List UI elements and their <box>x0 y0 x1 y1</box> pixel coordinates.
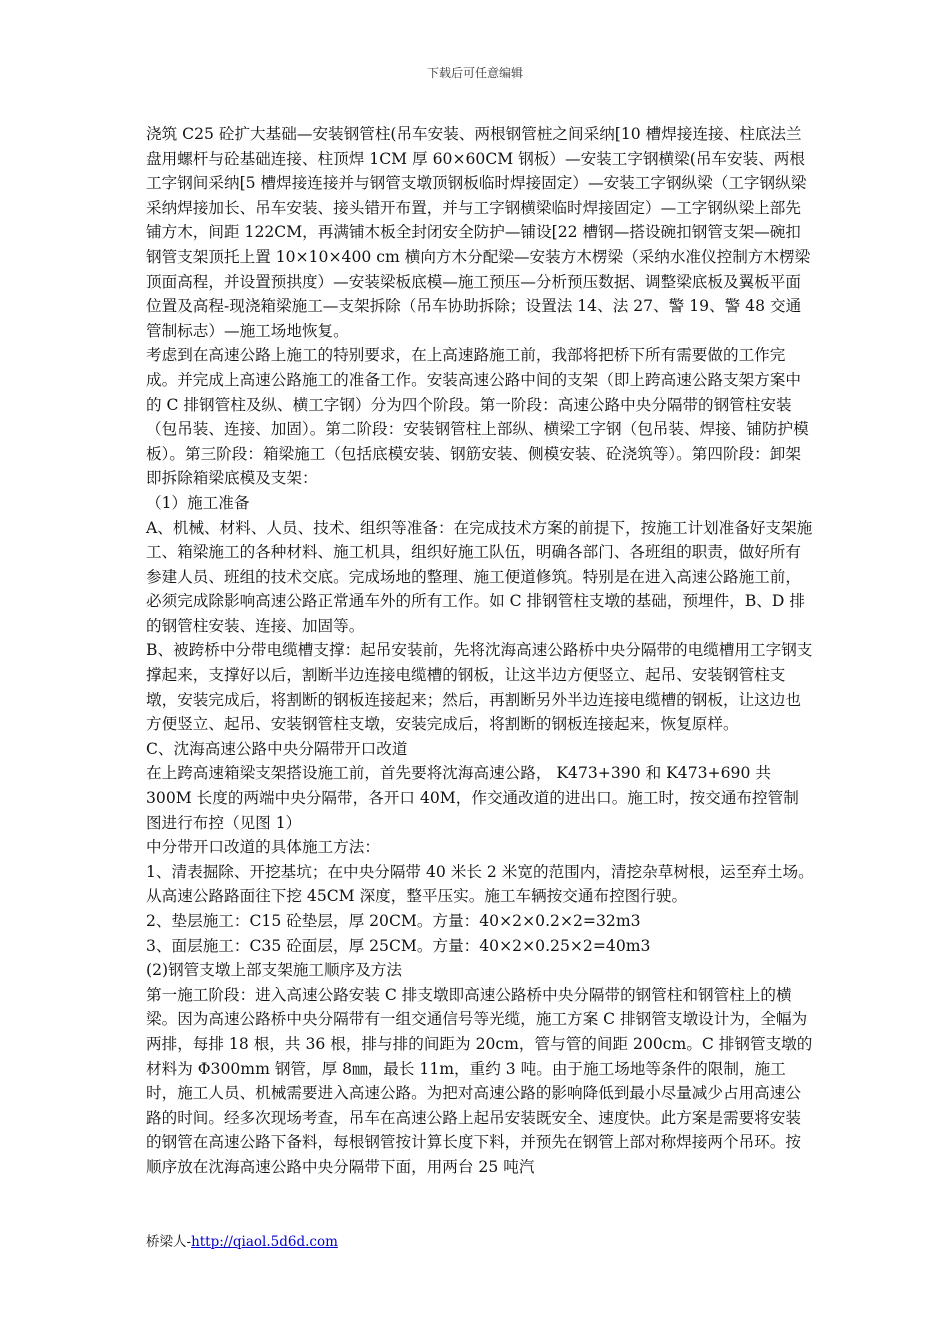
footer-label: 桥梁人- <box>146 1234 192 1250</box>
paragraph-stages-overview: 考虑到在高速公路上施工的特别要求，在上高速路施工前，我部将把桥下所有需要做的工作完成。并完成上高速公路施工的准备工作。安装高速公路中间的支架（即上跨高速公路支架方案中的 C 排钢管柱及纵、横工字钢）分为四个阶段。第一阶段：高速公路中央分隔带的钢管柱安装（包吊装、连接、加固）。第二阶段：安装钢管柱上部纵、横梁工字钢（包吊装、焊接、铺防护模板）。第三阶段：箱梁施工（包括底模安装、钢筋安装、侧模安装、砼浇筑等）。第四阶段：卸架即拆除箱梁底模及支架： <box>146 346 809 488</box>
page-footer <box>146 1230 338 1250</box>
paragraph-process-sequence: 浇筑 C25 砼扩大基础—安装钢管柱(吊车安装、两根钢管桩之间采纳[10 槽焊接连接、柱底法兰盘用螺杆与砼基础连接、柱顶焊 1CM 厚 60×60CM 钢板）—安装工字钢横梁(吊车安装、两根工字钢间采纳[5 槽焊接连接并与钢管支墩顶钢板临时焊接固定）—安装工字钢纵梁（工字钢纵梁采纳焊接加长、吊车安装、接头错开布置，并与工字钢横梁临时焊接固定）—工字钢纵梁上部先铺方木，间距 122CM，再满铺木板全封闭安全防护—铺设[22 槽钢—搭设碗扣钢管支架—碗扣钢管支架顶托上置 10×10×400 cm 横向方木分配梁—安装方木楞梁（采纳水准仪控制方木楞梁顶面高程，并设置预拱度）—安装梁板底模—施工预压—分析预压数据、调整梁底板及翼板平面位置及高程-现浇箱梁施工—支架拆除（吊车协助拆除；设置法 14、法 27、警 19、警 48 交通管制标志）—施工场地恢复。 <box>146 125 811 340</box>
section-heading-preparation: （1）施工准备 <box>146 493 250 512</box>
paragraph-step-1: 1、清表掘除、开挖基坑；在中央分隔带 40 米长 2 米宽的范围内，清挖杂草树根，运至弃土场。从高速公路路面往下挖 45CM 深度，整平压实。施工车辆按交通布控图行驶。 <box>146 862 814 906</box>
paragraph-item-b: B、被跨桥中分带电缆槽支撑：起吊安装前，先将沈海高速公路桥中央分隔带的电缆槽用工字钢支撑起来，支撑好以后，割断半边连接电缆槽的钢板，让这半边方便竖立、起吊、安装钢管柱支墩，安装完成后，将割断的钢板连接起来；然后，再割断另外半边连接电缆槽的钢板，让这边也方便竖立、起吊、安装钢管柱支墩，安装完成后，将割断的钢板连接起来，恢复原样。 <box>146 641 813 734</box>
paragraph-method-intro: 中分带开口改道的具体施工方法： <box>146 838 380 857</box>
page-header: 下载后可任意编辑 <box>426 66 523 80</box>
paragraph-median-opening: 在上跨高速箱梁支架搭设施工前，首先要将沈海高速公路， K473+390 和 K473+690 共 300M 长度的两端中央分隔带，各开口 40M，作交通改道的进出口。施工时，按交通布控管制图进行布控（见图 1） <box>146 764 799 832</box>
section-heading-upper-support: (2)钢管支墩上部支架施工顺序及方法 <box>146 961 402 980</box>
paragraph-item-a: A、机械、材料、人员、技术、组织等准备：在完成技术方案的前提下，按施工计划准备好支架施工、箱梁施工的各种材料、施工机具，组织好施工队伍，明确各部门、各班组的职责，做好所有参建人员、班组的技术交底。完成场地的整理、施工便道修筑。特别是在进入高速公路施工前，必须完成除影响高速公路正常通车外的所有工作。如 C 排钢管柱支墩的基础，预埋件，B、D 排的钢管柱安装、连接、加固等。 <box>146 518 813 635</box>
footer-link[interactable]: http://qiaol.5d6d.com <box>191 1234 338 1250</box>
paragraph-step-3: 3、面层施工：C35 砼面层，厚 25CM。方量：40×2×0.25×2=40m3 <box>146 936 651 955</box>
paragraph-first-stage: 第一施工阶段：进入高速公路安装 C 排支墩即高速公路桥中央分隔带的钢管柱和钢管柱上的横梁。因为高速公路桥中央分隔带有一组交通信号等光缆，施工方案 C 排钢管支墩设计为，全幅为两排，每排 18 根，共 36 根，排与排的间距为 20cm，管与管的间距 200cm。C 排钢管支墩的材料为 Φ300mm 钢管，厚 8㎜，最长 11m，重约 3 吨。由于施工场地等条件的限制，施工时，施工人员、机械需要进入高速公路。为把对高速公路的影响降低到最小尽量减少占用高速公路的时间。经多次现场考查，吊车在高速公路上起吊安装既安全、速度快。此方案是需要将安装的钢管在高速公路下备料，每根钢管按计算长度下料，并预先在钢管上部对称焊接两个吊环。按顺序放在沈海高速公路中央分隔带下面，用两台 25 吨汽 <box>146 985 813 1176</box>
document-body <box>146 122 814 1180</box>
paragraph-step-2: 2、垫层施工：C15 砼垫层，厚 20CM。方量：40×2×0.2×2=32m3 <box>146 912 641 930</box>
paragraph-item-c-heading: C、沈海高速公路中央分隔带开口改道 <box>146 739 408 758</box>
